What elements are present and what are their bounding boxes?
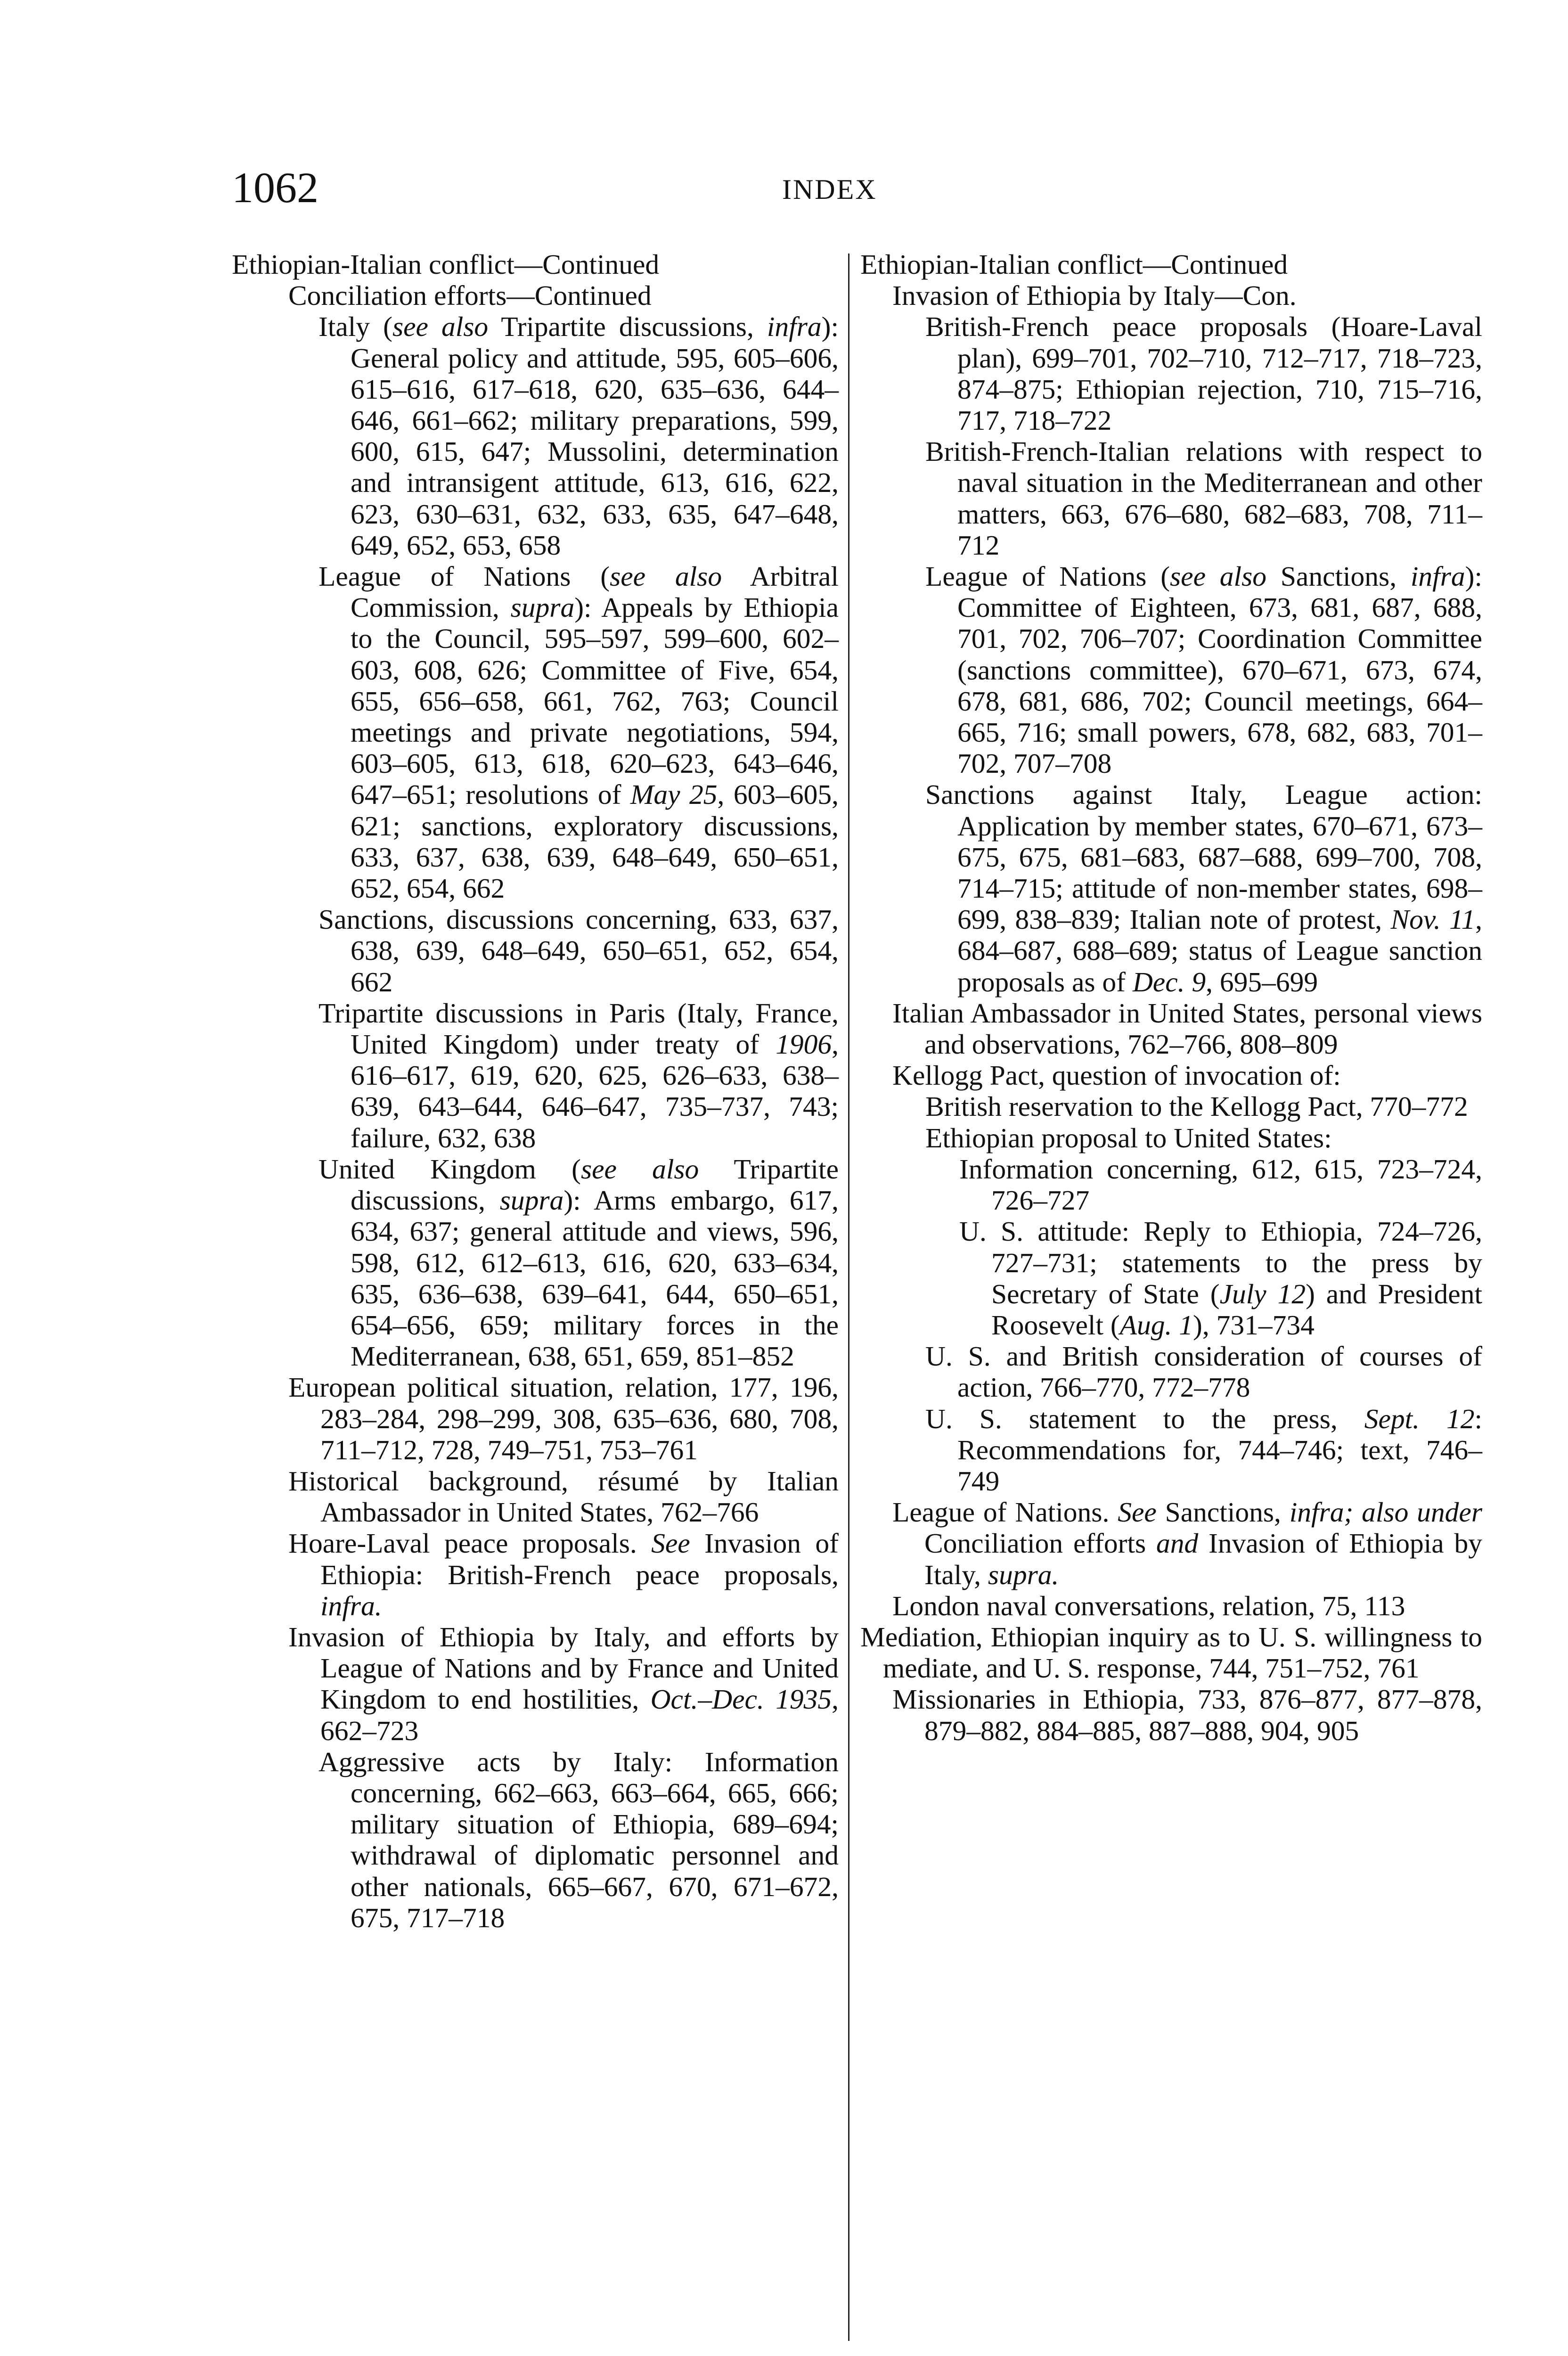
index-entry-london-naval: London naval conversations, relation, 75, 113: [892, 1590, 1405, 1621]
right-column: [860, 249, 1482, 1746]
index-entry-sanctions: Sanctions against Italy, League action: Application by member states, 670–671, 673–675, 675, 681–683, 687–688, 699–700, 708, 714–715; attitude of non-member states, 698–699, 838–839; Italian note of protest, Nov. 11, 684–687, 688–689; status of League sanction proposals as of Dec. 9, 695–699: [925, 779, 1483, 998]
column-divider: [848, 254, 849, 2341]
index-entry-us-british-consideration: U. S. and British consideration of courses of action, 766–770, 772–778: [925, 1341, 1482, 1403]
index-entry-kellogg-pact: Kellogg Pact, question of invocation of:: [892, 1060, 1341, 1091]
index-entry-sanctions: Sanctions, discussions concerning, 633, 637, 638, 639, 648–649, 650–651, 652, 654, 662: [318, 904, 839, 998]
index-entry-ethiopian-proposal: Ethiopian proposal to United States:: [925, 1122, 1332, 1153]
index-heading: Ethiopian-Italian conflict—Continued: [860, 249, 1288, 280]
running-head: INDEX: [782, 174, 877, 205]
index-entry-european-situation: European political situation, relation, 177, 196, 283–284, 298–299, 308, 635–636, 680, 708, 711–712, 728, 749–751, 753–761: [288, 1372, 839, 1465]
left-column: [232, 249, 839, 1933]
index-entry-british-french-italian: British-French-Italian relations with respect to naval situation in the Mediterranean and other matters, 663, 676–680, 682–683, 708, 711–712: [925, 436, 1482, 561]
index-entry-missionaries: Missionaries in Ethiopia, 733, 876–877, 877–878, 879–882, 884–885, 887–888, 904, 905: [892, 1684, 1482, 1746]
index-entry-hoare-laval: Hoare-Laval peace proposals. See Invasion of Ethiopia: British-French peace proposals, infra.: [288, 1528, 839, 1621]
index-entry-league-of-nations: League of Nations (see also Arbitral Commission, supra): Appeals by Ethiopia to the Council, 595–597, 599–600, 602–603, 608, 626; Committee of Five, 654, 655, 656–658, 661, 762, 763; Council meetings and private negotiations, 594, 603–605, 613, 618, 620–623, 643–646, 647–651; resolutions of May 25, 603–605, 621; sanctions, exploratory discussions, 633, 637, 638, 639, 648–649, 650–651, 652, 654, 662: [318, 561, 839, 904]
index-entry-mediation: Mediation, Ethiopian inquiry as to U. S. willingness to mediate, and U. S. response, 744, 751–752, 761: [860, 1621, 1482, 1684]
index-entry-us-attitude: U. S. attitude: Reply to Ethiopia, 724–726, 727–731; statements to the press by Secretary of State (July 12) and President Roosevelt (Aug. 1), 731–734: [959, 1216, 1482, 1341]
index-entry-british-french-proposals: British-French peace proposals (Hoare-Laval plan), 699–701, 702–710, 712–717, 718–723, 874–875; Ethiopian rejection, 710, 715–716, 717, 718–722: [925, 311, 1482, 436]
index-entry-historical-background: Historical background, résumé by Italian Ambassador in United States, 762–766: [288, 1465, 839, 1528]
index-entry-united-kingdom: United Kingdom (see also Tripartite discussions, supra): Arms embargo, 617, 634, 637; general attitude and views, 596, 598, 612, 612–613, 616, 620, 633–634, 635, 636–638, 639–641, 644, 650–651, 654–656, 659; military forces in the Mediterranean, 638, 651, 659, 851–852: [318, 1153, 839, 1372]
index-entry-league-cross-ref: League of Nations. See Sanctions, infra; also under Conciliation efforts and Invasion of Ethiopia by Italy, supra.: [892, 1497, 1483, 1590]
index-heading: Ethiopian-Italian conflict—Continued: [232, 249, 660, 280]
index-entry-tripartite: Tripartite discussions in Paris (Italy, France, United Kingdom) under treaty of 1906, 616–617, 619, 620, 625, 626–633, 638–639, 643–644, 646–647, 735–737, 743; failure, 632, 638: [318, 997, 839, 1153]
page-number: 1062: [232, 164, 318, 212]
index-entry-italy: Italy (see also Tripartite discussions, infra): General policy and attitude, 595, 605–606, 615–616, 617–618, 620, 635–636, 644–646, 661–662; military preparations, 599, 600, 615, 647; Mussolini, determination and intransigent attitude, 613, 616, 622, 623, 630–631, 632, 633, 635, 647–648, 649, 652, 653, 658: [318, 311, 839, 561]
index-entry-information: Information concerning, 612, 615, 723–724, 726–727: [959, 1153, 1482, 1216]
index-entry-invasion: Invasion of Ethiopia by Italy, and efforts by League of Nations and by France and United Kingdom to end hostilities, Oct.–Dec. 1935, 662–723: [288, 1621, 839, 1746]
index-entry-british-reservation: British reservation to the Kellogg Pact, 770–772: [925, 1091, 1468, 1122]
index-subheading: Invasion of Ethiopia by Italy—Con.: [892, 280, 1297, 311]
index-entry-italian-ambassador: Italian Ambassador in United States, personal views and observations, 762–766, 808–809: [892, 997, 1482, 1060]
index-entry-league-of-nations: League of Nations (see also Sanctions, infra): Committee of Eighteen, 673, 681, 687, 688, 701, 702, 706–707; Coordination Committee (sanctions committee), 670–671, 673, 674, 678, 681, 686, 702; Council meetings, 664–665, 716; small powers, 678, 682, 683, 701–702, 707–708: [925, 561, 1482, 779]
index-entry-aggressive-acts: Aggressive acts by Italy: Information concerning, 662–663, 663–664, 665, 666; military situation of Ethiopia, 689–694; withdrawal of diplomatic personnel and other nationals, 665–667, 670, 671–672, 675, 717–718: [318, 1746, 839, 1933]
index-subheading: Conciliation efforts—Continued: [288, 280, 652, 311]
index-entry-us-statement: U. S. statement to the press, Sept. 12: Recommendations for, 744–746; text, 746–749: [925, 1403, 1482, 1497]
